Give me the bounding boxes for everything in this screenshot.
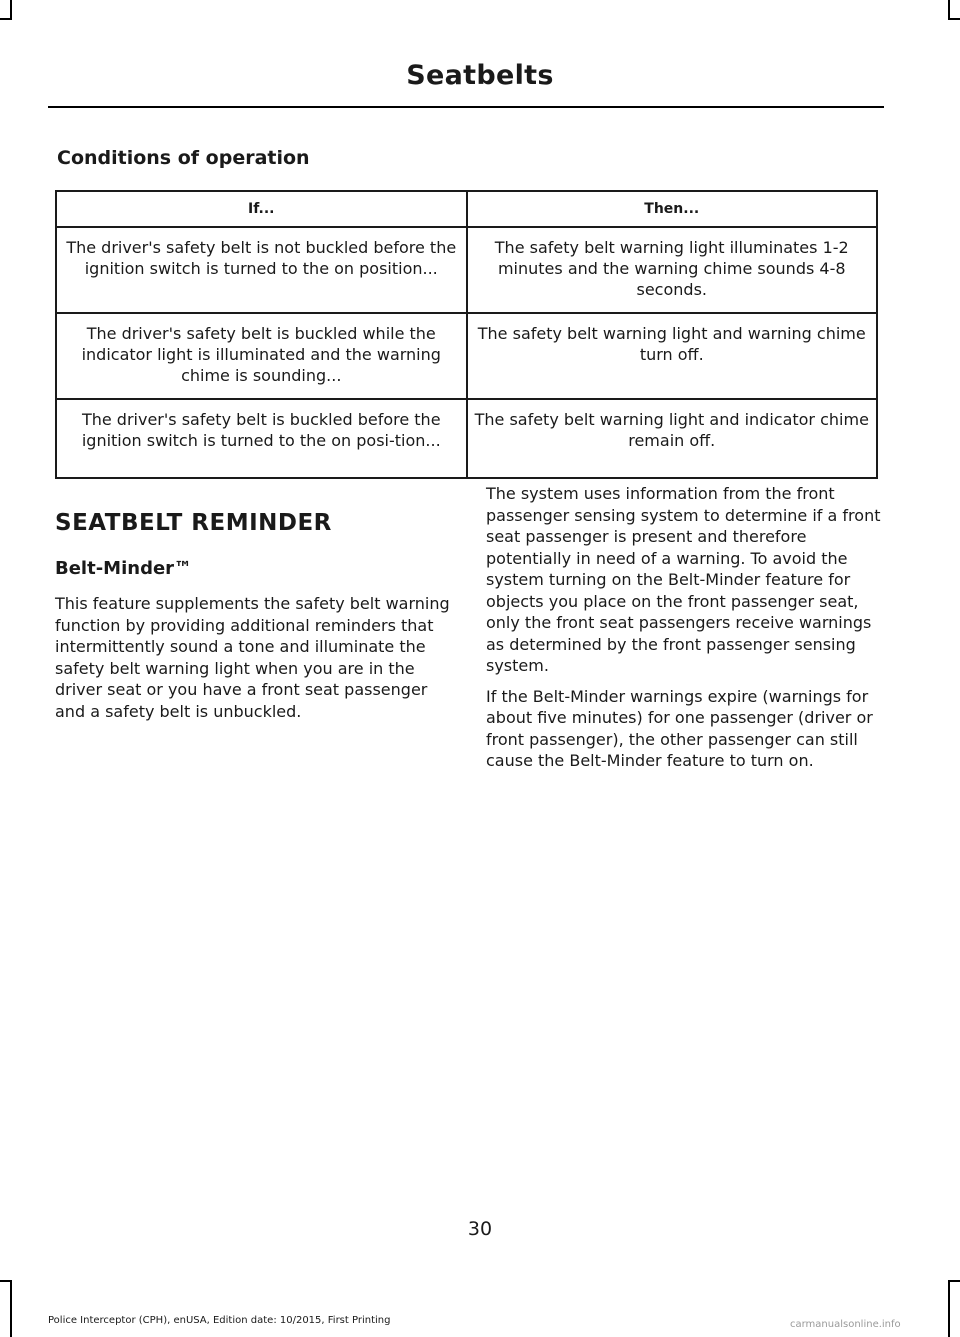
right-column [486, 483, 881, 781]
table-cell-result: The safety belt warning light and indicator chime remain off. [467, 399, 878, 478]
body-paragraph: If the Belt-Minder warnings expire (warnings for about five minutes) for one passenger (driver or front passenger), the other passenger can still cause the Belt-Minder feature to turn on. [486, 686, 873, 770]
table-cell-result: The safety belt warning light and warning chime turn off. [467, 313, 878, 399]
table-row [56, 313, 877, 399]
column-header-then: Then... [467, 191, 878, 227]
page-number: 30 [467, 1218, 493, 1240]
header-divider [48, 106, 884, 108]
crop-mark [948, 1280, 960, 1282]
seatbelt-reminder-heading: SEATBELT REMINDER [55, 510, 332, 536]
page-title: Seatbelts [406, 60, 554, 91]
table-cell-condition: The driver's safety belt is not buckled before the ignition switch is turned to the on position... [56, 227, 467, 313]
table-cell-condition: The driver's safety belt is buckled before the ignition switch is turned to the on posi-tion... [56, 399, 467, 478]
section-heading: Conditions of operation [57, 147, 310, 169]
crop-mark [948, 0, 950, 20]
belt-minder-heading: Belt-Minder™ [55, 558, 193, 579]
crop-mark [10, 1280, 12, 1337]
crop-mark [10, 0, 12, 20]
footer-text: Police Interceptor (CPH), enUSA, Edition date: 10/2015, First Printing [48, 1315, 391, 1326]
conditions-table [55, 190, 878, 479]
table-row [56, 227, 877, 313]
table-row [56, 399, 877, 478]
crop-mark [948, 18, 960, 20]
crop-mark [0, 18, 12, 20]
body-paragraph: This feature supplements the safety belt warning function by providing additional reminders that intermittently sound a tone and illuminate the safety belt warning light when you are in the driver seat or you have a front seat passenger and a safety belt is unbuckled. [55, 594, 450, 721]
watermark: carmanualsonline.info [790, 1319, 901, 1330]
table-header-row [56, 191, 877, 227]
body-paragraph: The system uses information from the front passenger sensing system to determine if a front seat passenger is present and therefore potentially in need of a warning. To avoid the system turning on the Belt-Minder feature for objects you place on the front passenger seat, only the front seat passengers receive warnings as determined by the front passenger sensing system. [486, 484, 881, 675]
table-cell-result: The safety belt warning light illuminates 1-2 minutes and the warning chime sounds 4-8 seconds. [467, 227, 878, 313]
table-cell-condition: The driver's safety belt is buckled while the indicator light is illuminated and the warning chime is sounding... [56, 313, 467, 399]
crop-mark [948, 1280, 950, 1337]
crop-mark [0, 1280, 12, 1282]
column-header-if: If... [56, 191, 467, 227]
left-column [55, 510, 450, 731]
